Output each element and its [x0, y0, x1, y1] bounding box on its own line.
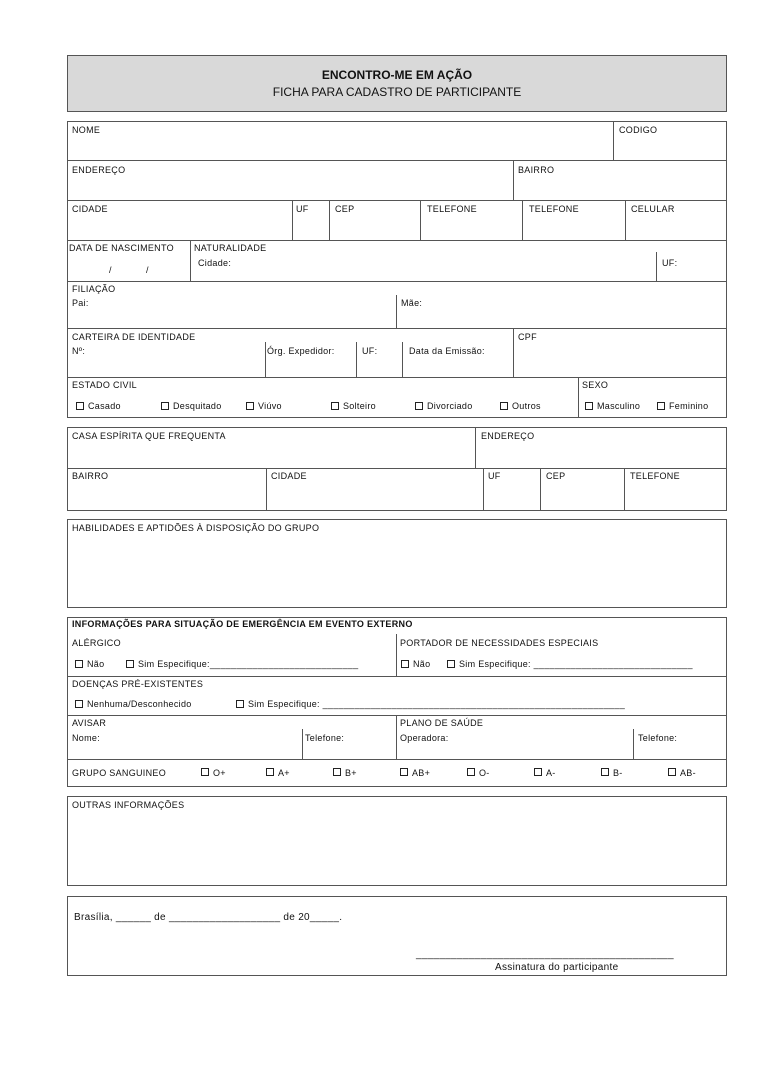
- checkbox-outros[interactable]: [500, 402, 508, 410]
- data-nascimento-label: DATA DE NASCIMENTO: [69, 243, 174, 253]
- habilidades-section: [67, 519, 727, 608]
- casa-endereco-label: ENDEREÇO: [481, 431, 535, 441]
- operadora-label: Operadora:: [400, 733, 449, 743]
- checkbox-portador-nao[interactable]: [401, 660, 409, 668]
- o-neg-label: O-: [479, 768, 490, 778]
- portador-sim-label: Sim Especifique: ______________________________: [459, 659, 693, 669]
- form-subtitle: FICHA PARA CADASTRO DE PARTICIPANTE: [272, 85, 522, 99]
- b-neg-label: B-: [613, 768, 623, 778]
- nenhuma-label: Nenhuma/Desconhecido: [87, 699, 192, 709]
- checkbox-masculino[interactable]: [585, 402, 593, 410]
- checkbox-divorciado[interactable]: [415, 402, 423, 410]
- col-divider: [625, 200, 626, 240]
- checkbox-alergico-nao[interactable]: [75, 660, 83, 668]
- row-divider: [68, 281, 726, 282]
- col-divider: [292, 200, 293, 240]
- row-divider: [68, 676, 726, 677]
- row-divider: [68, 200, 726, 201]
- checkbox-o-neg[interactable]: [467, 768, 475, 776]
- divorciado-label: Divorciado: [427, 401, 473, 411]
- local-data-line: Brasília, ______ de ___________________ de 20_____.: [74, 912, 343, 923]
- checkbox-ab-pos[interactable]: [400, 768, 408, 776]
- estado-civil-label: ESTADO CIVIL: [72, 380, 137, 390]
- telefone-label: TELEFONE: [427, 204, 477, 214]
- aviso-nome-label: Nome:: [72, 733, 101, 743]
- casado-label: Casado: [88, 401, 121, 411]
- a-pos-label: A+: [278, 768, 290, 778]
- row-divider: [68, 759, 726, 760]
- a-neg-label: A-: [546, 768, 556, 778]
- b-pos-label: B+: [345, 768, 357, 778]
- cart-uf-label: UF:: [362, 346, 378, 356]
- checkbox-a-pos[interactable]: [266, 768, 274, 776]
- row-divider: [68, 160, 726, 161]
- checkbox-nenhuma[interactable]: [75, 700, 83, 708]
- checkbox-a-neg[interactable]: [534, 768, 542, 776]
- numero-label: Nº:: [72, 346, 86, 356]
- o-pos-label: O+: [213, 768, 226, 778]
- checkbox-portador-sim[interactable]: [447, 660, 455, 668]
- col-divider: [613, 122, 614, 160]
- naturalidade-label: NATURALIDADE: [194, 243, 267, 253]
- alergico-label: ALÉRGICO: [72, 638, 121, 648]
- feminino-label: Feminino: [669, 401, 709, 411]
- form-title: ENCONTRO-ME EM AÇÃO: [321, 68, 473, 82]
- date-slash: /: [146, 265, 149, 275]
- viuvo-label: Viúvo: [258, 401, 282, 411]
- signature-label: Assinatura do participante: [495, 962, 619, 973]
- checkbox-desquitado[interactable]: [161, 402, 169, 410]
- solteiro-label: Solteiro: [343, 401, 376, 411]
- ab-pos-label: AB+: [412, 768, 431, 778]
- col-divider: [329, 200, 330, 240]
- col-divider: [302, 729, 303, 759]
- casa-label: CASA ESPÍRITA QUE FREQUENTA: [72, 431, 226, 441]
- row-divider: [68, 715, 726, 716]
- assinatura-section: [67, 896, 727, 976]
- row-divider: [68, 377, 726, 378]
- habilidades-label: HABILIDADES E APTIDÕES À DISPOSIÇÃO DO GRUPO: [72, 523, 320, 533]
- col-divider: [265, 342, 266, 377]
- desquitado-label: Desquitado: [173, 401, 222, 411]
- celular-label: CELULAR: [631, 204, 675, 214]
- casa-telefone-label: TELEFONE: [630, 471, 680, 481]
- checkbox-b-neg[interactable]: [601, 768, 609, 776]
- col-divider: [475, 428, 476, 468]
- portador-label: PORTADOR DE NECESSIDADES ESPECIAIS: [400, 638, 599, 648]
- doencas-label: DOENÇAS PRÉ-EXISTENTES: [72, 679, 204, 689]
- col-divider: [522, 200, 523, 240]
- casa-bairro-label: BAIRRO: [72, 471, 109, 481]
- checkbox-b-pos[interactable]: [333, 768, 341, 776]
- col-divider: [420, 200, 421, 240]
- orgao-label: Órg. Expedidor:: [267, 346, 335, 356]
- outras-section: [67, 796, 727, 886]
- cidade-label: CIDADE: [72, 204, 108, 214]
- checkbox-o-pos[interactable]: [201, 768, 209, 776]
- outros-label: Outros: [512, 401, 541, 411]
- date-slash: /: [109, 265, 112, 275]
- grupo-label: GRUPO SANGUINEO: [72, 768, 167, 778]
- aviso-telefone-label: Telefone:: [305, 733, 345, 743]
- plano-telefone-label: Telefone:: [638, 733, 678, 743]
- alergico-sim-label: Sim Especifique:____________________________: [138, 659, 359, 669]
- col-divider: [356, 342, 357, 377]
- nome-label: NOME: [72, 125, 101, 135]
- form-header: [67, 55, 727, 112]
- col-divider: [266, 468, 267, 510]
- carteira-label: CARTEIRA DE IDENTIDADE: [72, 332, 196, 342]
- checkbox-ab-neg[interactable]: [668, 768, 676, 776]
- col-divider: [396, 634, 397, 676]
- sexo-label: SEXO: [582, 380, 609, 390]
- row-divider: [68, 468, 726, 469]
- ab-neg-label: AB-: [680, 768, 696, 778]
- row-divider: [68, 328, 726, 329]
- data-emissao-label: Data da Emissão:: [409, 346, 485, 356]
- col-divider: [578, 377, 579, 417]
- col-divider: [483, 468, 484, 510]
- cpf-label: CPF: [518, 332, 537, 342]
- casa-espirita-section: [67, 427, 727, 511]
- signature-line: ____________________________________________: [416, 949, 674, 960]
- pai-label: Pai:: [72, 298, 89, 308]
- bairro-label: BAIRRO: [518, 165, 555, 175]
- col-divider: [396, 715, 397, 759]
- checkbox-viuvo[interactable]: [246, 402, 254, 410]
- nat-cidade-label: Cidade:: [198, 258, 232, 268]
- mae-label: Mãe:: [401, 298, 423, 308]
- casa-cidade-label: CIDADE: [271, 471, 307, 481]
- checkbox-alergico-sim[interactable]: [126, 660, 134, 668]
- nat-uf-label: UF:: [662, 258, 678, 268]
- portador-nao-label: Não: [413, 659, 431, 669]
- col-divider: [190, 240, 191, 281]
- alergico-nao-label: Não: [87, 659, 105, 669]
- telefone2-label: TELEFONE: [529, 204, 579, 214]
- doencas-sim-label: Sim Especifique: _________________________________________________________: [248, 699, 626, 709]
- emergencia-section: [67, 617, 727, 787]
- col-divider: [513, 160, 514, 200]
- endereco-label: ENDEREÇO: [72, 165, 126, 175]
- cep-label: CEP: [335, 204, 355, 214]
- codigo-label: CODIGO: [619, 125, 658, 135]
- plano-label: PLANO DE SAÚDE: [400, 718, 484, 728]
- col-divider: [540, 468, 541, 510]
- col-divider: [402, 342, 403, 377]
- avisar-label: AVISAR: [72, 718, 107, 728]
- emergencia-title: INFORMAÇÕES PARA SITUAÇÃO DE EMERGÊNCIA EM EVENTO EXTERNO: [72, 619, 413, 629]
- outras-label: OUTRAS INFORMAÇÕES: [72, 800, 185, 810]
- col-divider: [633, 729, 634, 759]
- col-divider: [396, 295, 397, 328]
- row-divider: [68, 240, 726, 241]
- masculino-label: Masculino: [597, 401, 641, 411]
- checkbox-casado[interactable]: [76, 402, 84, 410]
- checkbox-solteiro[interactable]: [331, 402, 339, 410]
- checkbox-doencas-sim[interactable]: [236, 700, 244, 708]
- col-divider: [656, 252, 657, 281]
- col-divider: [624, 468, 625, 510]
- identification-section: [67, 121, 727, 418]
- casa-uf-label: UF: [488, 471, 501, 481]
- filiacao-label: FILIAÇÃO: [72, 284, 116, 294]
- col-divider: [513, 328, 514, 377]
- checkbox-feminino[interactable]: [657, 402, 665, 410]
- uf-label: UF: [296, 204, 309, 214]
- casa-cep-label: CEP: [546, 471, 566, 481]
